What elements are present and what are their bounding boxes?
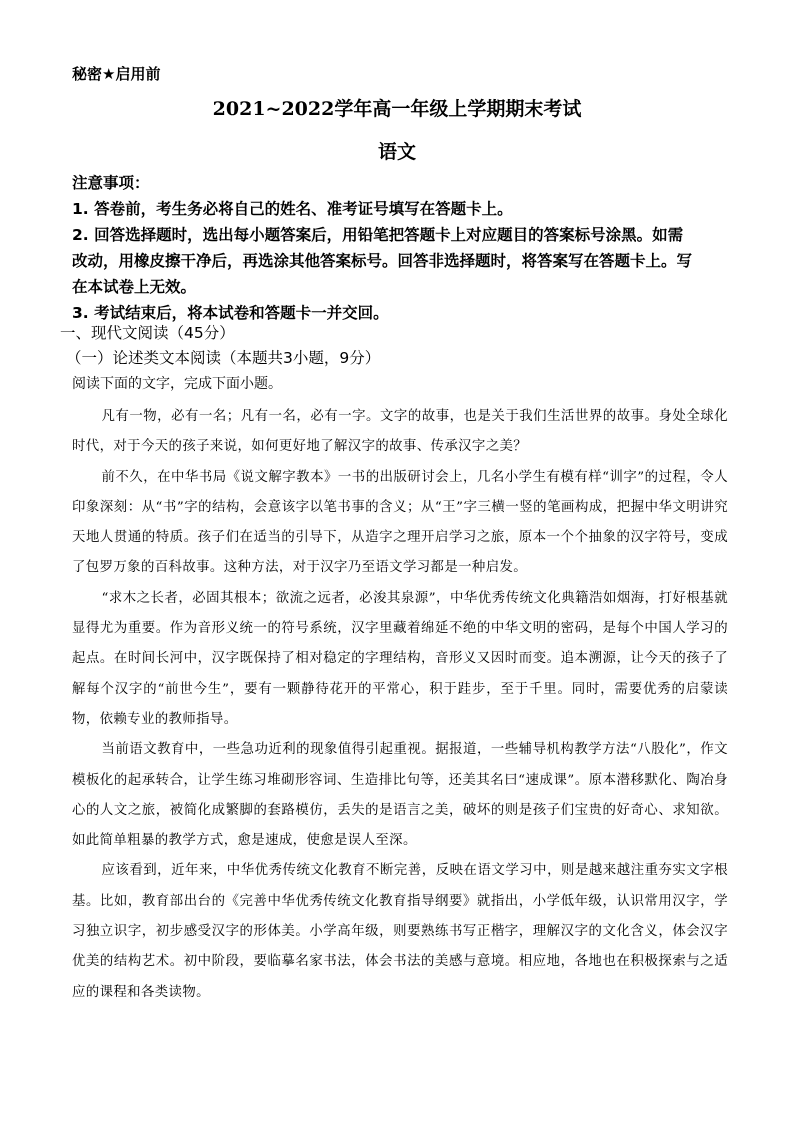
notice-line: 改动，用橡皮擦干净后，再选涂其他答案标号。回答非选择题时，将答案写在答题卡上。写	[72, 252, 693, 270]
section-heading: 一、现代文阅读（45分）	[60, 324, 235, 342]
notice-line: 3. 考试结束后，将本试卷和答题卡一并交回。	[72, 304, 389, 322]
notice-line: 1. 答卷前，考生务必将自己的姓名、准考证号填写在答题卡上。	[72, 200, 513, 218]
exam-title: 2021~2022学年高一年级上学期期末考试	[212, 98, 582, 120]
passage-paragraph: 应该看到，近年来，中华优秀传统文化教育不断完善，反映在语文学习中，则是越来越注重夯实文字根基。比如，教育部出台的《完善中华优秀传统文化教育指导纲要》就指出，小学低年级，认识常用汉字，学习独立识字，初步感受汉字的形体美。小学高年级，则要熟练书写正楷字，理解汉字的文化含义，体会汉字优美的结构艺术。初中阶段，要临摹名家书法，体会书法的美感与意境。相应地，各地也在积极探索与之适应的课程和各类读物。	[72, 863, 728, 1000]
reading-instruction: 阅读下面的文字，完成下面小题。	[72, 376, 282, 392]
notice-line: 2. 回答选择题时，选出每小题答案后，用铅笔把答题卡上对应题目的答案标号涂黑。如需	[72, 226, 684, 244]
passage-paragraph: 当前语文教育中，一些急功近利的现象值得引起重视。据报道，一些辅导机构教学方法“八股化”，作文模板化的起承转合，让学生练习堆砌形容词、生造排比句等，还美其名曰“速成课”。原本潜移默化、陶冶身心的人文之旅，被简化成繁脚的套路模仿，丢失的是语言之美，破坏的则是孩子们宝贵的好奇心、求知欲。如此简单粗暴的教学方式，愈是速成，使愈是误人至深。	[72, 742, 728, 849]
notice-line: 在本试卷上无效。	[72, 278, 197, 296]
subsection-heading: （一）论述类文本阅读（本题共3小题，9分）	[66, 349, 381, 367]
confidential-label: 秘密★启用前	[72, 65, 161, 83]
passage-paragraph: 凡有一物，必有一名；凡有一名，必有一字。文字的故事，也是关于我们生活世界的故事。身处全球化时代，对于今天的孩子来说，如何更好地了解汉字的故事、传承汉字之美？	[72, 409, 728, 455]
reading-passage	[72, 402, 728, 1008]
notice-heading: 注意事项：	[72, 174, 150, 192]
passage-paragraph: 前不久，在中华书局《说文解字教本》一书的出版研讨会上，几名小学生有模有样“训字”的过程，令人印象深刻：从“书”字的结构，会意该字以笔书事的含义；从“王”字三横一竖的笔画构成，把握中华文明讲究天地人贯通的特质。孩子们在适当的引导下，从造字之理开启学习之旅，原本一个个抽象的汉字符号，变成了包罗万象的百科故事。这种方法，对于汉字乃至语文学习都是一种启发。	[72, 469, 728, 576]
subject-title: 语文	[377, 141, 416, 163]
passage-paragraph: “求木之长者，必固其根本；欲流之远者，必浚其泉源”，中华优秀传统文化典籍浩如烟海，打好根基就显得尤为重要。作为音形义统一的符号系统，汉字里藏着绵延不绝的中华文明的密码，是每个中国人学习的起点。在时间长河中，汉字既保持了相对稳定的字理结构，音形义又因时而变。追本溯源，让今天的孩子了解每个汉字的“前世今生”，要有一颗静待花开的平常心，积于跬步，至于千里。同时，需要优秀的启蒙读物，依赖专业的教师指导。	[72, 590, 728, 727]
